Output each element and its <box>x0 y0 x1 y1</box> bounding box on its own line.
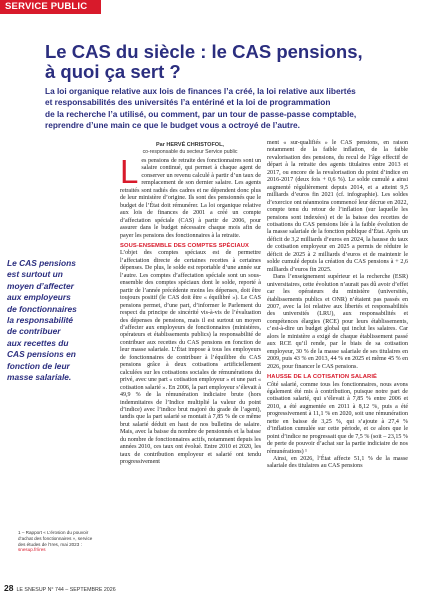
footnote <box>18 530 100 553</box>
article-column-2 <box>267 140 408 471</box>
body-paragraph: es pensions de retraite des fonctionnaires sont un salaire continué, qui permet à chaque agent de conserver un revenu calculé à partir d’un taux de remplacement de son dernier salaire. Les agents retraités sont radiés des cadres et ne dépendent donc plus de leur ministère d’origine. Ils sont des pensionnés que le budget de l’État doit rémunérer. La loi organique relative aux lois de finances de 2001 a créé un compte d’affectation spéciale (CAS) à partir de 2006, pour assurer dans le budget nécessaire chaque mois afin de payer les pensions des fonctionnaires à la retraite. <box>120 158 261 239</box>
lead-line: La loi organique relative aux lois de finances l’a créé, la loi relative aux libertés <box>45 86 356 96</box>
title-part-1: Le CAS du siècle : <box>45 41 212 62</box>
pull-quote-line: aux recettes du <box>7 337 69 348</box>
pull-quote <box>7 258 99 383</box>
pull-quote-line: la responsabilité <box>7 315 74 326</box>
pull-quote-line: de contribuer <box>7 326 61 337</box>
footnote-link[interactable]: snesup.fr/ires <box>18 547 46 553</box>
page-footer <box>4 584 116 594</box>
body-paragraph: Côté salarié, comme tous les fonctionnaires, nous avons également été mis à contribution, puisque notre part de cotisation salarié, qui s’élevait à 7,85 % entre 2006 et 2010, a été augmentée en 2011 à 8,12 %, puis a été progressivement à 11,1 % en 2020, soit une rémunération nette en baisse de 3,25 %, qui s’ajoute à 27,4 % d’inflation cumulée sur cette période, et ce alors que le point d’indice ne progressait que de 7,5 % (soit – 23,15 % de perte de pouvoir d’achat sur la partie indiciaire de nos rémunérations) ¹ <box>267 381 408 455</box>
section-subheading: HAUSSE DE LA COTISATION SALARIÉ <box>267 374 378 381</box>
body-paragraph: Ainsi, en 2026, l’État affecte 51,1 % de la masse salariale des titulaires au CAS pensions <box>267 456 408 470</box>
byline <box>120 142 260 155</box>
pull-quote-line: moyen d’affecter <box>7 280 74 291</box>
author-name: Par HERVÉ CHRISTOFOL, <box>156 142 224 148</box>
author-role: co-responsable du secteur Service public <box>142 148 238 155</box>
pull-quote-line: CAS pensions en <box>7 349 76 360</box>
body-paragraph: L’objet des comptes spéciaux est de permettre l’affectation directe de certaines recettes à certaines dépenses. De plus, le solde est reportable d’une année sur l’autre. Les comptes d’affectation spéciale sont un sous-ensemble des comptes spéciaux dont le solde, reporté à partir de l’année précédente moins les dépenses, doit être toujours positif (le CAS doit être « équilibré »). Le CAS pensions permet, d’une part, d’informer le Parlement du respect du principe de sincérité vis-à-vis de l’évaluation des dépenses de pensions, mais il est surtout un moyen d’affecter aux employeurs de fonctionnaires (ministères, opérateurs et établissements publics) la responsabilité de contribuer aux recettes du CAS pensions en fonction de leur masse salariale. L’État impose à tous les employeurs de fonctionnaires de contribuer à l’équilibre du CAS pensions grâce à deux cotisations artificiellement calculées sur les cotisations sociales de rémunérations du privé, avec une part « cotisation employeur » et une part « cotisation salarié ». En 2006, la part employeur s’élevait à 49,9 % de la rémunération indiciaire brute (hors indemnitaires de l’Indice multiplié la valeur du point d’indice) avec l’indice brut majoré du grade de l’agent), tandis que la part salarié se montait à 7,85 % de ce même brut salarié déduit en haut de nos bulletins de salaire. Mais, avec la baisse du nombre de pensionnés et la baisse du nombre de fonctionnaires actifs, notamment depuis les années 2010, ces taux ont évolué. Entre 2010 et 2020, les taux de contribution employeur et salarié ont tendu progressivement <box>120 250 261 466</box>
body-paragraph: ment « sur-qualifiés » le CAS pensions, en raison notamment de la faible inflation, de la faible revalorisation des pensions, du recul de l’âge effectif de départ à la retraite des agents titulaires entre 2013 et 2017, ou encore de la revalorisation du point d’indice en 2016-2017 (deux fois + 0,6 %). Le solde cumulé a ainsi augmenté régulièrement depuis 2014, et a atteint 9,5 milliards d’euros fin 2021 (cf. infographie). Les soldes d’exercice ont néanmoins commencé leur décrue en 2022, compte tenu du retour de l’inflation (sur laquelle les pensions sont indexées) et de la baisse des recettes de cotisations du CAS pensions liée à la faible évolution de la masse salariale de la fonction publique d’État. Après un déficit de 3,2 milliards d’euros en 2024, la hausse du taux de cotisation employeur en 2025 a permis de réduire le déficit de 2025 à 2 milliards d’euros et de maintenir le solde cumulé depuis la création du CAS pensions à + 2,6 milliards d’euros fin 2025. <box>267 140 408 273</box>
title-part-2: le CAS pensions, <box>211 41 363 62</box>
lead-line: de la recherche l’a utilisé, ou comment, par un tour de passe-passe comptable, <box>45 108 357 119</box>
title-part-3: à quoi ça sert ? <box>45 61 181 82</box>
pull-quote-line: de fonctionnaires <box>7 303 77 314</box>
body-paragraph: Dans l’enseignement supérieur et la recherche (ESR) universitaires, cette évolution n’aurait pas dû avoir d’effet car les opérateurs du ministère (universités, établissements publics et ONR) n’étaient pas passés en 2007, avec la loi relative aux libertés et responsabilités des universités (LRU), aux responsabilités et compétences élargies (RCE) pour leurs établissements, c’est-à-dire un budget global qui inclut les salaires. Car alors le ministère a exigé de chaque établissement passé aux RCE qu’il rende, par le biais de sa cotisation employeur, 30 % de la masse salariale de ses titulaires en 2009, puis 43 % en 2013, 44 % en 2025 et même 45 % en 2026, pour financer le CAS pensions. <box>267 274 408 370</box>
pull-quote-line: Le CAS pensions <box>7 258 76 268</box>
pull-quote-line: est surtout un <box>7 269 63 280</box>
footnote-text: 1 – Rapport « L’érosion du pouvoir d’achat des fonctionnaires », service des études de l’Ires, mai 2023 : <box>18 530 93 547</box>
drop-cap: L <box>120 153 139 190</box>
lead-line: reprendre d’une main ce que le budget vous a octroyé de l’autre. <box>45 120 300 131</box>
pull-quote-line: fonction de leur <box>7 360 70 371</box>
section-rubric: SERVICE PUBLIC <box>0 0 101 14</box>
pull-quote-line: aux employeurs <box>7 292 71 303</box>
section-subheading: SOUS-ENSEMBLE DES COMPTES SPÉCIAUX <box>120 242 250 249</box>
article-column-1 <box>120 153 261 467</box>
article-lead <box>45 86 390 132</box>
issue-label: LE SNESUP N° 744 – SEPTEMBRE 2026 <box>16 587 116 593</box>
pull-quote-line: masse salariale. <box>7 372 72 383</box>
page-number: 28 <box>4 583 14 593</box>
lead-line: et responsabilités des universités l’a entériné et la loi de programmation <box>45 97 331 108</box>
article-title <box>45 42 385 82</box>
